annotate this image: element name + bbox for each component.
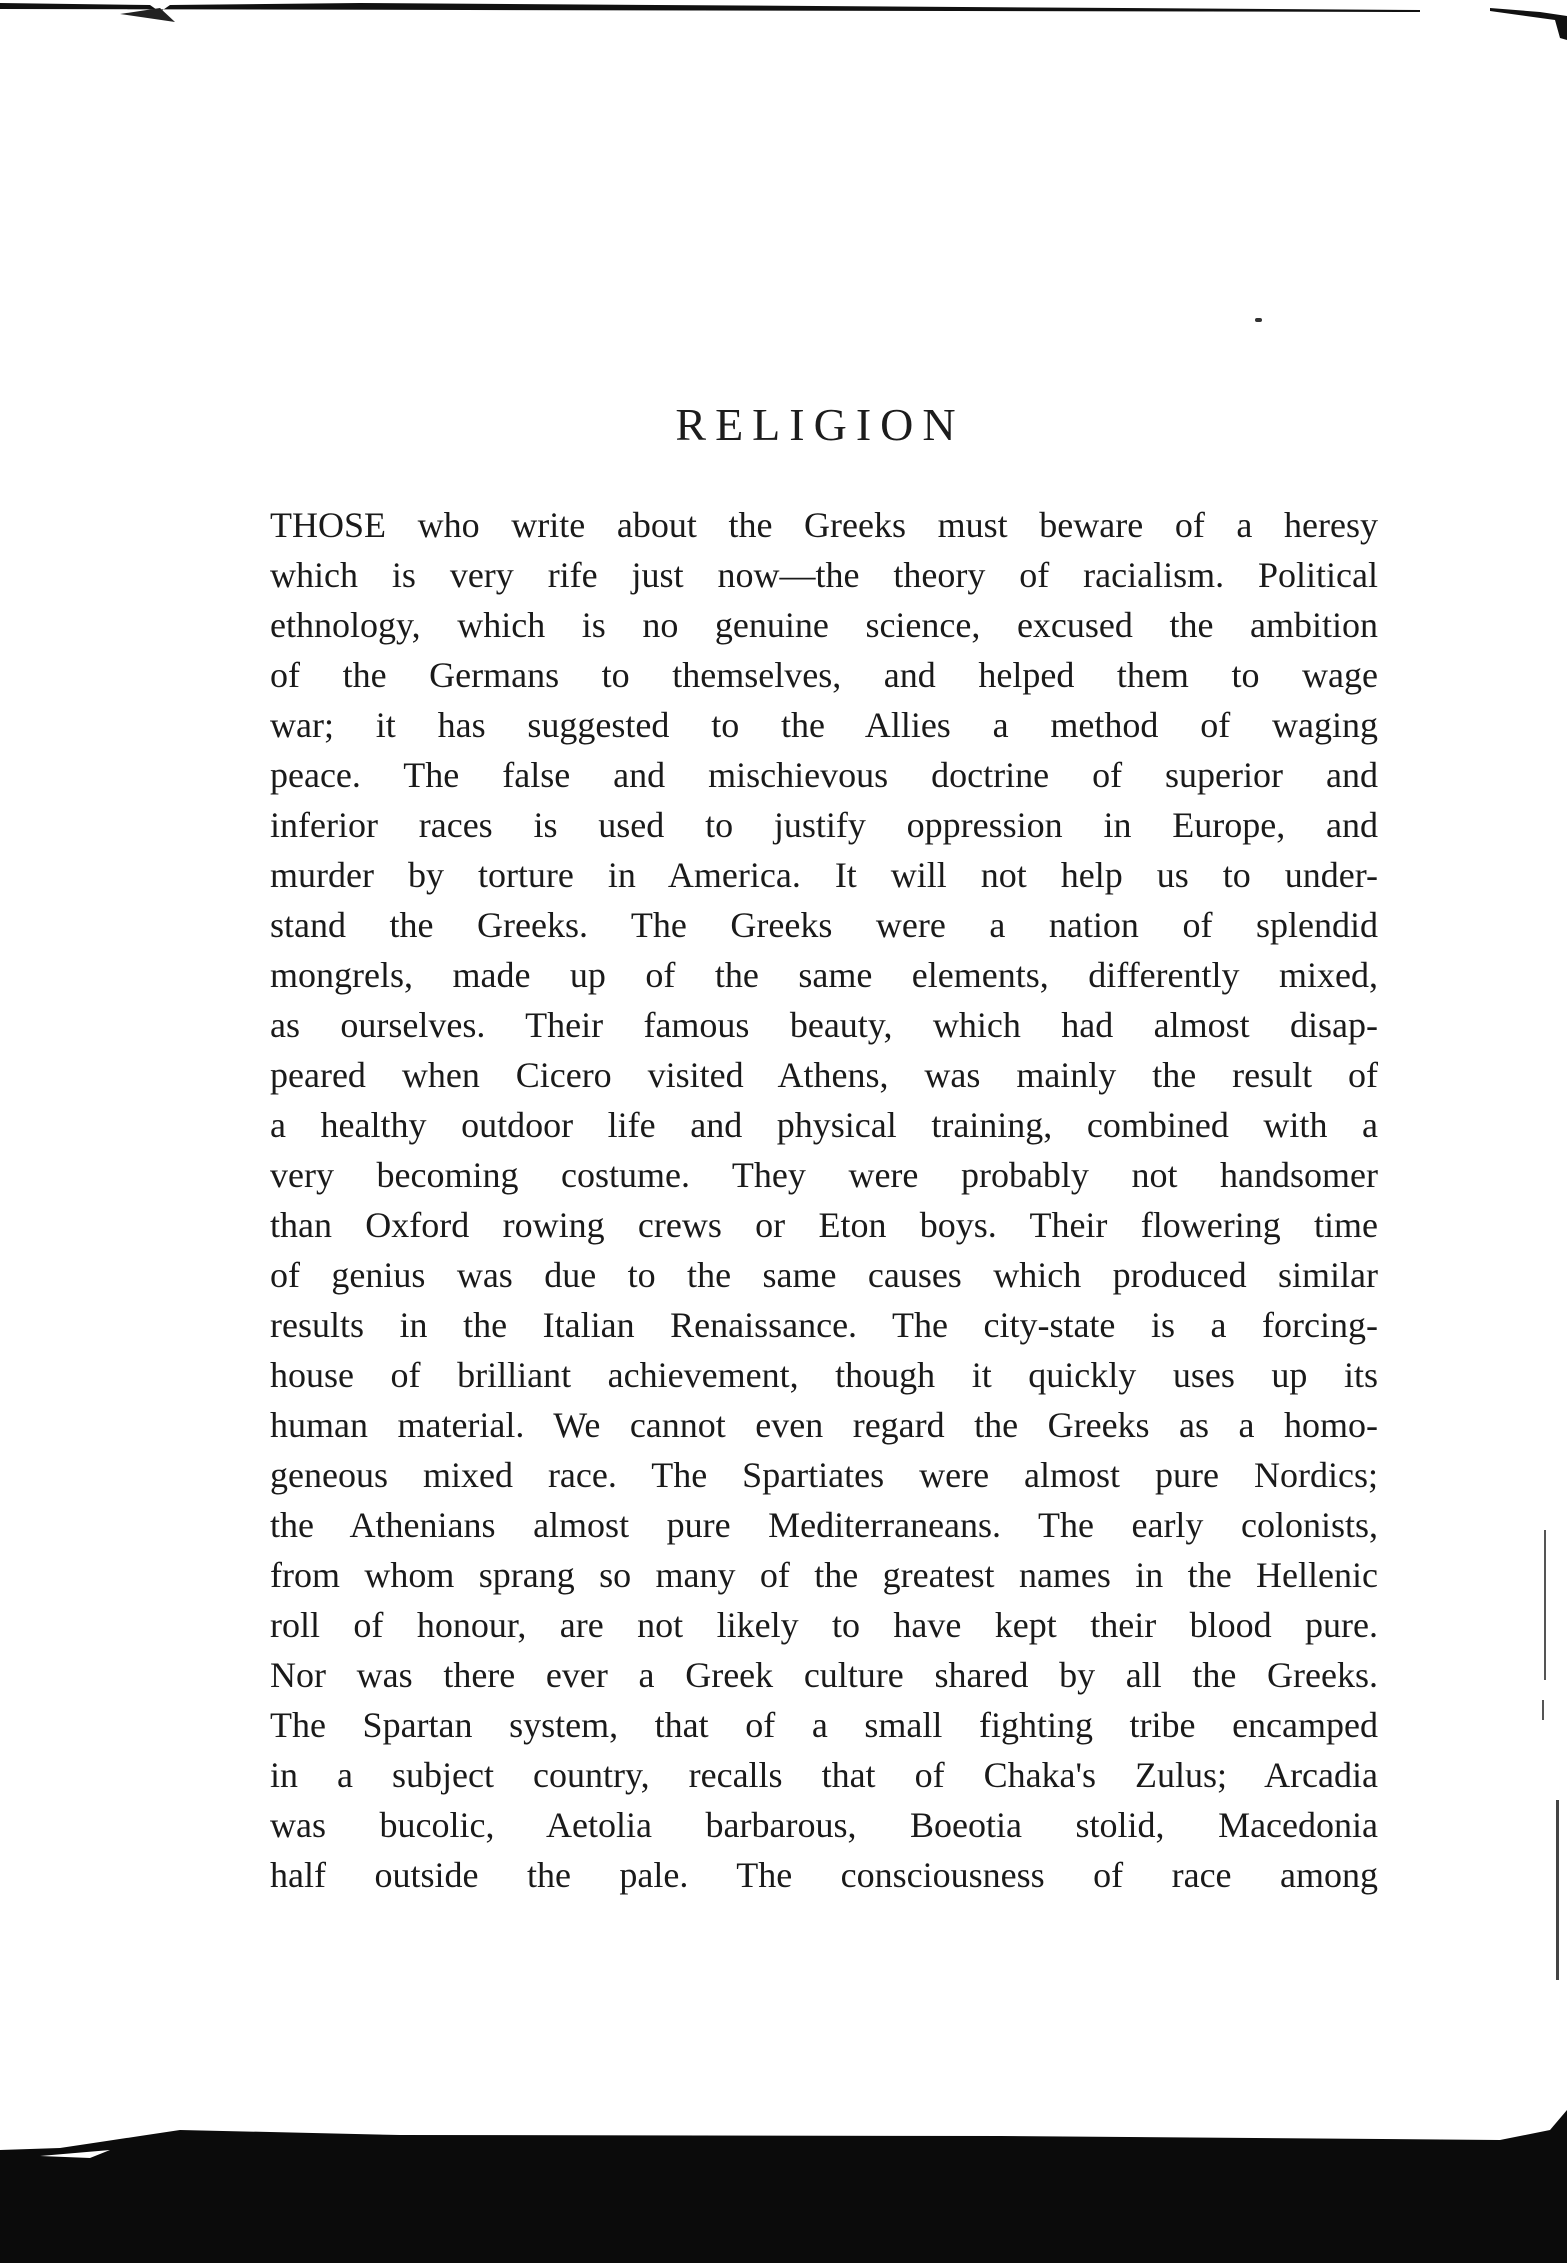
scan-edge-right: [1530, 1500, 1567, 2000]
text-line: as ourselves. Their famous beauty, which had almost disap-: [270, 1005, 1378, 1045]
text-line: The Spartan system, that of a small fighting tribe encamped: [270, 1705, 1378, 1745]
text-line: very becoming costume. They were probably not handsomer: [270, 1155, 1378, 1195]
text-line: war; it has suggested to the Allies a method of waging: [270, 705, 1378, 745]
text-line: the Athenians almost pure Mediterraneans. The early colonists,: [270, 1505, 1378, 1545]
text-line: a healthy outdoor life and physical training, combined with a: [270, 1105, 1378, 1145]
text-line: half outside the pale. The consciousness of race among: [270, 1855, 1378, 1895]
text-line: stand the Greeks. The Greeks were a nation of splendid: [270, 905, 1378, 945]
scan-edge-top: [0, 0, 1567, 60]
text-line: results in the Italian Renaissance. The city-state is a forcing-: [270, 1305, 1378, 1345]
text-line: Nor was there ever a Greek culture shared by all the Greeks.: [270, 1655, 1378, 1695]
scan-edge-bottom: [0, 2100, 1567, 2263]
text-line: in a subject country, recalls that of Chaka's Zulus; Arcadia: [270, 1755, 1378, 1795]
body-text: [270, 500, 1378, 1900]
text-line: house of brilliant achievement, though it quickly uses up its: [270, 1355, 1378, 1395]
ink-speck: [1255, 318, 1262, 322]
text-line: roll of honour, are not likely to have kept their blood pure.: [270, 1605, 1378, 1645]
text-line: inferior races is used to justify oppression in Europe, and: [270, 805, 1378, 845]
text-line: peace. The false and mischievous doctrine of superior and: [270, 755, 1378, 795]
text-line: than Oxford rowing crews or Eton boys. Their flowering time: [270, 1205, 1378, 1245]
text-line: of the Germans to themselves, and helped them to wage: [270, 655, 1378, 695]
text-line: mongrels, made up of the same elements, differently mixed,: [270, 955, 1378, 995]
text-line: ethnology, which is no genuine science, excused the ambition: [270, 605, 1378, 645]
text-line: which is very rife just now—the theory of racialism. Political: [270, 555, 1378, 595]
text-line: of genius was due to the same causes which produced similar: [270, 1255, 1378, 1295]
text-line: was bucolic, Aetolia barbarous, Boeotia stolid, Macedonia: [270, 1805, 1378, 1845]
text-line: human material. We cannot even regard the Greeks as a homo-: [270, 1405, 1378, 1445]
text-line: THOSE who write about the Greeks must beware of a heresy: [270, 505, 1378, 545]
text-line: murder by torture in America. It will not help us to under-: [270, 855, 1378, 895]
text-line: geneous mixed race. The Spartiates were almost pure Nordics;: [270, 1455, 1378, 1495]
page-title: RELIGION: [675, 399, 965, 450]
text-line: from whom sprang so many of the greatest names in the Hellenic: [270, 1555, 1378, 1595]
text-line: peared when Cicero visited Athens, was mainly the result of: [270, 1055, 1378, 1095]
